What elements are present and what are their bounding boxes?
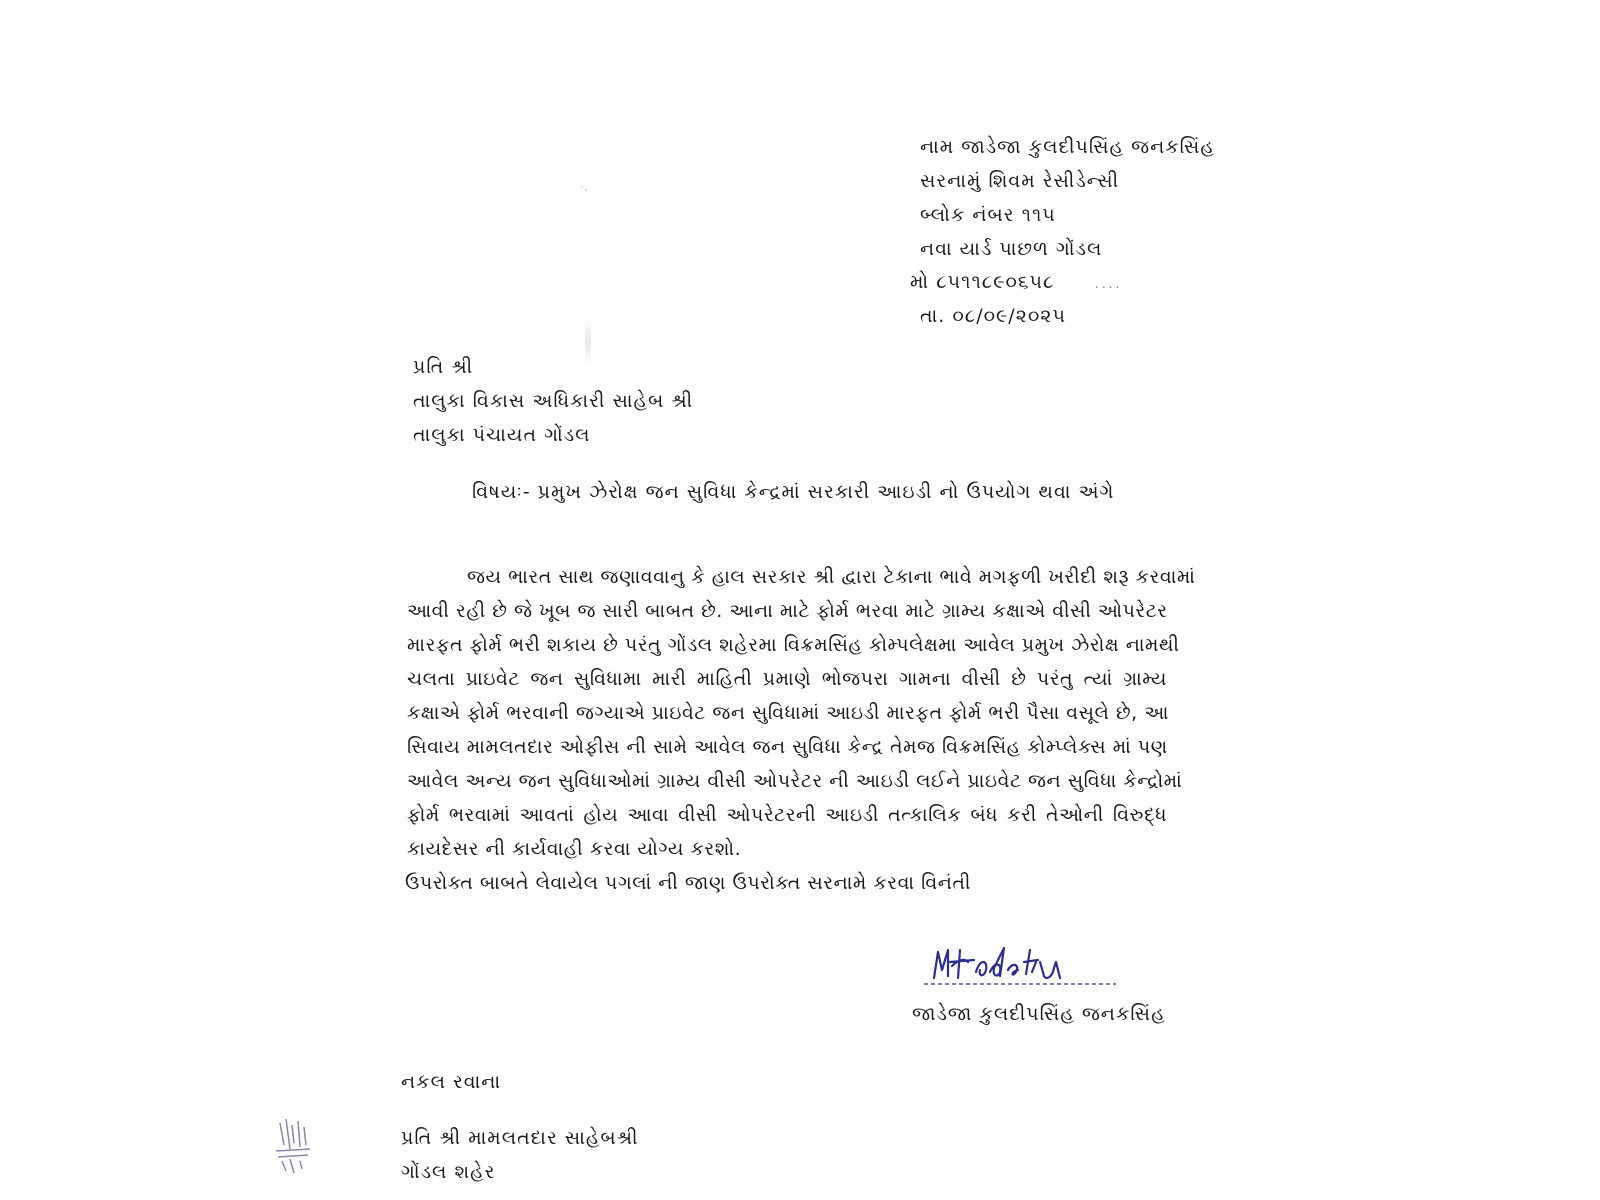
sender-address-line2: બ્લોક નંબર ૧૧૫ bbox=[920, 204, 1056, 226]
body-line: ફોર્મ ભરવામાં આવતાં હોય આવા વીસી ઓપરેટરની આઇડી તત્કાલિક બંધ કરી તેઓની વિરુદ્ધ bbox=[407, 804, 1167, 826]
sender-address-line3: નવા યાર્ડ પાછળ ગોંડલ bbox=[920, 238, 1103, 260]
stamp-ink-icon bbox=[270, 1115, 320, 1175]
body-line: આવી રહી છે જે ખૂબ જ સારી બાબત છે. આના માટે ફોર્મ ભરવા માટે ગ્રામ્ય કક્ષાએ વીસી ઓપરેટર bbox=[407, 600, 1168, 622]
body-line: ચલતા પ્રાઇવેટ જન સુવિધામા મારી માહિતી પ્રમાણે ભોજપરા ગામના વીસી છે પરંતુ ત્યાં ગ્રામ્ય bbox=[407, 668, 1167, 690]
body-line: જય ભારત સાથ જણાવવાનુ કે હાલ સરકાર શ્રી દ્વારા ટેકાના ભાવે મગફળી ખરીદી શરૂ કરવામાં bbox=[467, 566, 1196, 588]
letter-date: તા. ૦૮/૦૯/૨૦૨૫ bbox=[920, 305, 1066, 327]
handwritten-signature bbox=[920, 940, 1120, 990]
letter-body bbox=[405, 560, 1196, 900]
scan-dots: .... bbox=[1095, 277, 1123, 291]
sender-mobile: મો ૮૫૧૧૮૯૦૬૫૮ bbox=[910, 271, 1055, 293]
sender-name: નામ જાડેજા કુલદીપસિંહ જનકસિંહ bbox=[920, 136, 1215, 158]
body-line: સિવાય મામલતદાર ઓફીસ ની સામે આવેલ જન સુવિધા કેન્દ્ર તેમજ વિક્રમસિંહ કોમ્પ્લેક્સ માં પણ bbox=[407, 736, 1168, 758]
recipient-office: તાલુકા પંચાયત ગોંડલ bbox=[413, 424, 591, 446]
copy-recipient-office: ગોંડલ શહેર bbox=[401, 1161, 496, 1183]
body-line: આવેલ અન્ય જન સુવિધાઓમાં ગ્રામ્ય વીસી ઓપરેટર ની આઇડી લઈને પ્રાઇવેટ જન સુવિધા કેન્દ્રોમાં bbox=[407, 770, 1183, 792]
scan-dots: ·. bbox=[580, 180, 588, 194]
scan-smudge bbox=[585, 318, 591, 366]
sender-address-line1: સરનામું શિવમ રેસીડેન્સી bbox=[920, 170, 1120, 192]
body-line: કાયદેસર ની કાર્યવાહી કરવા યોગ્ય કરશો. bbox=[407, 838, 742, 860]
copy-recipient-designation: પ્રતિ શ્રી મામલતદાર સાહેબશ્રી bbox=[401, 1127, 639, 1149]
signature-scribble bbox=[920, 940, 1120, 990]
faded-stamp-mark bbox=[270, 1115, 320, 1175]
copy-heading: નકલ રવાના bbox=[401, 1071, 502, 1093]
letter-subject: વિષયઃ- પ્રમુખ ઝેરોક્ષ જન સુવિધા કેન્દ્રમાં સરકારી આઇડી નો ઉપયોગ થવા અંગે bbox=[472, 481, 1115, 503]
body-closing-request: ઉપરોક્ત બાબતે લેવાયેલ પગલાં ની જાણ ઉપરોક્ત સરનામે કરવા વિનંતી bbox=[405, 872, 971, 894]
recipient-salutation: પ્રતિ શ્રી bbox=[413, 356, 474, 378]
signer-name: જાડેજા કુલદીપસિંહ જનકસિંહ bbox=[912, 1003, 1166, 1025]
recipient-designation: તાલુકા વિકાસ અધિકારી સાહેબ શ્રી bbox=[413, 390, 694, 412]
body-line: મારફત ફોર્મ ભરી શકાય છે પરંતુ ગોંડલ શહેરમા વિક્રમસિંહ કોમ્પલેક્ષમા આવેલ પ્રમુખ ઝેરોક્ષ નામથી bbox=[407, 634, 1180, 656]
body-line: કક્ષાએ ફોર્મ ભરવાની જગ્યાએ પ્રાઇવેટ જન સુવિધામાં આઇડી મારફત ફોર્મ ભરી પૈસા વસૂલે છે, આ bbox=[407, 702, 1169, 724]
